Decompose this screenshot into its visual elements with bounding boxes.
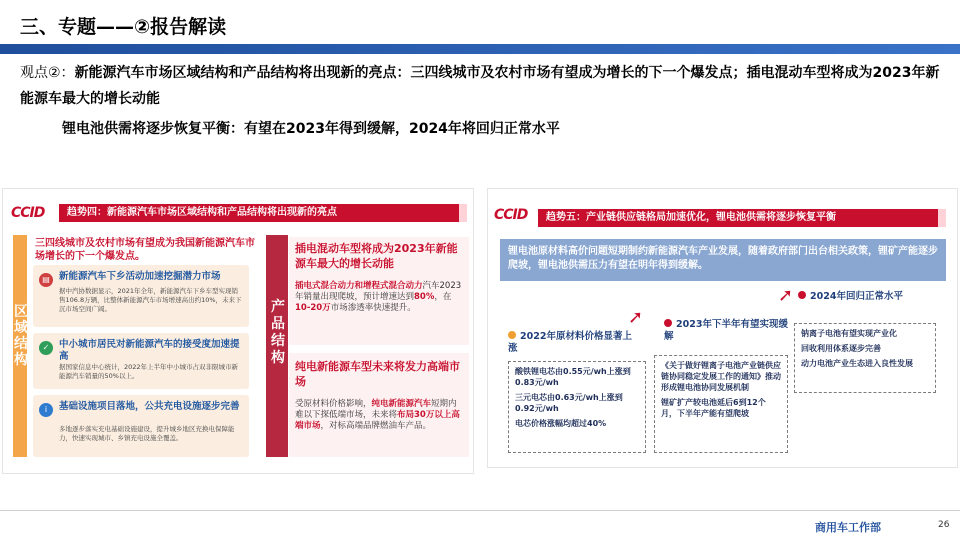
card-small-cities [33,333,249,389]
step-2023-box [654,355,788,453]
trend5-panel [487,188,958,468]
step-item: 锂矿扩产较电池延后6到12个月，下半年产能有望爬坡 [661,398,766,418]
body-text: 短期内难以下探低端市场，未来将 [295,399,457,420]
highlight: 纯电新能源汽车 [371,399,432,409]
highlight: 布局30万以上高端市场 [295,410,460,431]
step-2022-box [508,361,646,453]
body-text: 市场渗透率快速提升。 [330,303,416,313]
plugin-hybrid-sub: 插电式混合动力和增程式混合动力 [295,281,423,291]
highlight: 80% [414,292,435,302]
step-2024-box [794,323,936,393]
trend4-panel [2,188,474,474]
step-dot-icon [664,319,672,327]
card-body: 据中汽协数据显示，2021年全年，新能源汽车下乡车型实现销售106.8万辆，比整体新能源汽车市场增速高出约10%，未来下沉市场空间广阔。 [59,287,242,313]
plugin-hybrid-box [289,237,469,345]
ccid-logo: CCID [494,207,528,223]
step-item: 回收利用体系逐步完善 [801,344,881,353]
step-item: 三元电芯由0.63元/wh上涨到0.92元/wh [515,393,623,413]
step-2024-title [798,291,918,303]
step-item: 钠离子电池有望实现产业化 [801,329,897,338]
intro-text [20,60,940,112]
card-title: 新能源汽车下乡活动加速挖掘潜力市场 [59,271,221,282]
product-tag-label: 产品结构 [271,299,285,366]
body-text: 汽车2023年销量出现爬坡，预计增速达到 [295,281,462,302]
footer-department: 商用车工作部 [815,521,881,534]
card-body: 多地逐步落实充电基础设施建设，提升城乡地区充换电保障能力，快速实现城市、乡镇充电设施全覆盖。 [59,425,235,442]
step-title-text: 2024年回归正常水平 [810,291,903,302]
body-text: 受原材料价格影响， [295,399,372,409]
step-item: 酸铁锂电芯由0.55元/wh上涨到0.83元/wh [515,367,631,387]
card-countryside [33,265,249,327]
plugin-hybrid-title: 插电混动车型将成为2023年新能源车最大的增长动能 [295,242,458,270]
document-icon: ▤ [39,273,53,287]
footer-divider [0,510,960,511]
slide-title: 三、专题——②报告解读 [20,16,227,38]
step-dot-icon [508,331,516,339]
info-icon: i [39,403,53,417]
body-text: ，在 [434,292,452,302]
trend4-title: 趋势四：新能源汽车市场区域结构和产品结构将出现新的亮点 [59,204,467,222]
slide-header [0,0,960,54]
region-heading: 三四线城市及农村市场有望成为我国新能源汽车市场增长的下一个爆发点。 [35,238,255,262]
card-body: 据国家信息中心统计，2022年上半年中小城市占双非限城市新能源汽车销量的50%以上。 [59,363,239,380]
step-title-text: 2022年原材料价格显著上涨 [508,331,632,354]
card-title: 基础设施项目落地，公共充电设施逐步完善 [59,401,240,412]
intro-line1: 新能源汽车市场区域结构和产品结构将出现新的亮点：三四线城市及农村市场有望成为增长的下一个爆发点；插电混动车型将成为2023年新能源车最大的增长动能 [20,65,940,107]
trend5-title: 趋势五：产业链供应链格局加速优化，锂电池供需将逐步恢复平衡 [538,209,946,227]
highlight: 10-20万 [295,303,331,313]
region-tag-label: 区域结构 [14,304,28,368]
step-2023-title [664,319,794,343]
intro-line2: 锂电池供需将逐步恢复平衡：有望在2023年得到缓解，2024年将回归正常水平 [62,121,560,137]
step-item: 动力电池产业生态进入良性发展 [801,359,913,368]
arrow-icon: ➚ [628,307,644,328]
step-item: 电芯价格涨幅均超过40% [515,419,607,428]
step-item: 《关于做好锂离子电池产业链供应链协同稳定发展工作的通知》推动形成锂电池协同发展机制 [661,361,781,392]
ccid-logo: CCID [11,205,45,221]
step-dot-icon [798,291,806,299]
step-2022-title [508,331,638,355]
card-infrastructure [33,395,249,457]
step-title-text: 2023年下半年有望实现缓解 [664,319,788,342]
check-icon: ✓ [39,341,53,355]
lithium-banner: 锂电池原材料高价问题短期制约新能源汽车产业发展，随着政府部门出台相关政策，锂矿产能逐步爬坡，锂电池供需压力有望在明年得到缓解。 [500,239,946,281]
arrow-icon: ➚ [778,285,794,306]
pure-ev-title: 纯电新能源车型未来将发力高端市场 [295,360,460,388]
pure-ev-body [295,399,465,432]
plugin-hybrid-body [295,281,465,314]
page-number: 26 [938,520,950,530]
body-text: ，对标高端品牌燃油车产品。 [320,421,432,431]
card-title: 中小城市居民对新能源汽车的接受度加速提高 [59,339,240,362]
pure-ev-box [289,353,469,457]
intro-label: 观点②： [20,65,75,81]
header-bar [0,44,960,54]
